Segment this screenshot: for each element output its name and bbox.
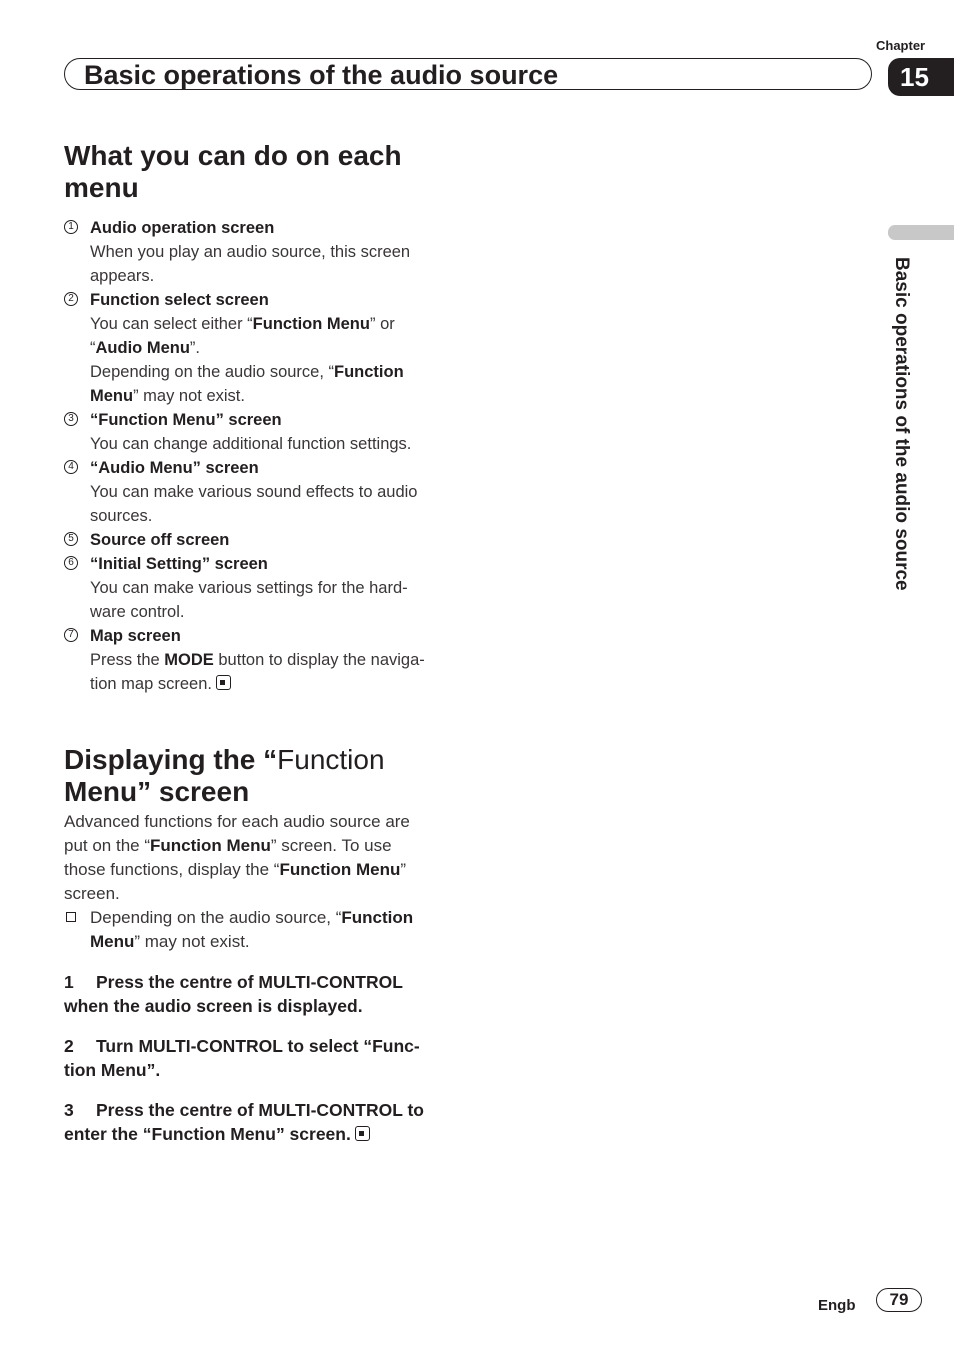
step-2: 2 Turn MULTI-CONTROL to select “Func- tion Menu”. [64, 1036, 420, 1080]
side-chapter-title: Basic operations of the audio source [891, 257, 912, 591]
main-column [64, 140, 450, 1146]
intro-paragraph: Advanced functions for each audio source are put on the “Function Menu” screen. To use those functions, display the “Function Menu” screen. [64, 812, 410, 903]
menu-item-initial-setting: 6 “Initial Setting” screen You can make various settings for the hard- ware control. [64, 552, 450, 624]
chapter-label: Chapter [876, 38, 926, 53]
language-code: Engb [818, 1297, 856, 1314]
side-tab-marker [888, 225, 954, 240]
menu-item-map-screen: 7 Map screen Press the MODE button to display the naviga- tion map screen. [64, 624, 450, 696]
menu-item-audio-operation: 1 Audio operation screen When you play an audio source, this screen appears. [64, 216, 450, 288]
note-checkbox-icon [66, 912, 76, 922]
item-number: 4 [64, 460, 78, 474]
step-1: 1 Press the centre of MULTI-CONTROL when the audio screen is displayed. [64, 972, 403, 1016]
item-number: 6 [64, 556, 78, 570]
menu-item-function-menu: 3 “Function Menu” screen You can change additional function settings. [64, 408, 450, 456]
chapter-title-banner [64, 58, 872, 90]
chapter-title: Basic operations of the audio source [84, 60, 559, 90]
menu-item-audio-menu: 4 “Audio Menu” screen You can make various sound effects to audio sources. [64, 456, 450, 528]
chapter-number-badge [888, 58, 954, 96]
page-number: 79 [876, 1288, 922, 1312]
chapter-number: 15 [900, 62, 929, 92]
item-number: 5 [64, 532, 78, 546]
item-number: 7 [64, 628, 78, 642]
item-number: 1 [64, 220, 78, 234]
menu-item-source-off: 5 Source off screen [64, 528, 450, 552]
menu-item-function-select: 2 Function select screen You can select either “Function Menu” or “Audio Menu”. Depending on the audio source, “Function Menu” may not exist. [64, 288, 450, 408]
section-heading-menu: What you can do on each menu [64, 140, 402, 203]
end-of-section-icon [355, 1126, 370, 1141]
step-3: 3 Press the centre of MULTI-CONTROL to enter the “Function Menu” screen. [64, 1100, 424, 1144]
item-number: 3 [64, 412, 78, 426]
item-number: 2 [64, 292, 78, 306]
note-item: Depending on the audio source, “Function Menu” may not exist. [64, 906, 450, 954]
section-heading-function-menu: Displaying the “Function Menu” screen [64, 744, 385, 807]
end-of-section-icon [216, 675, 231, 690]
